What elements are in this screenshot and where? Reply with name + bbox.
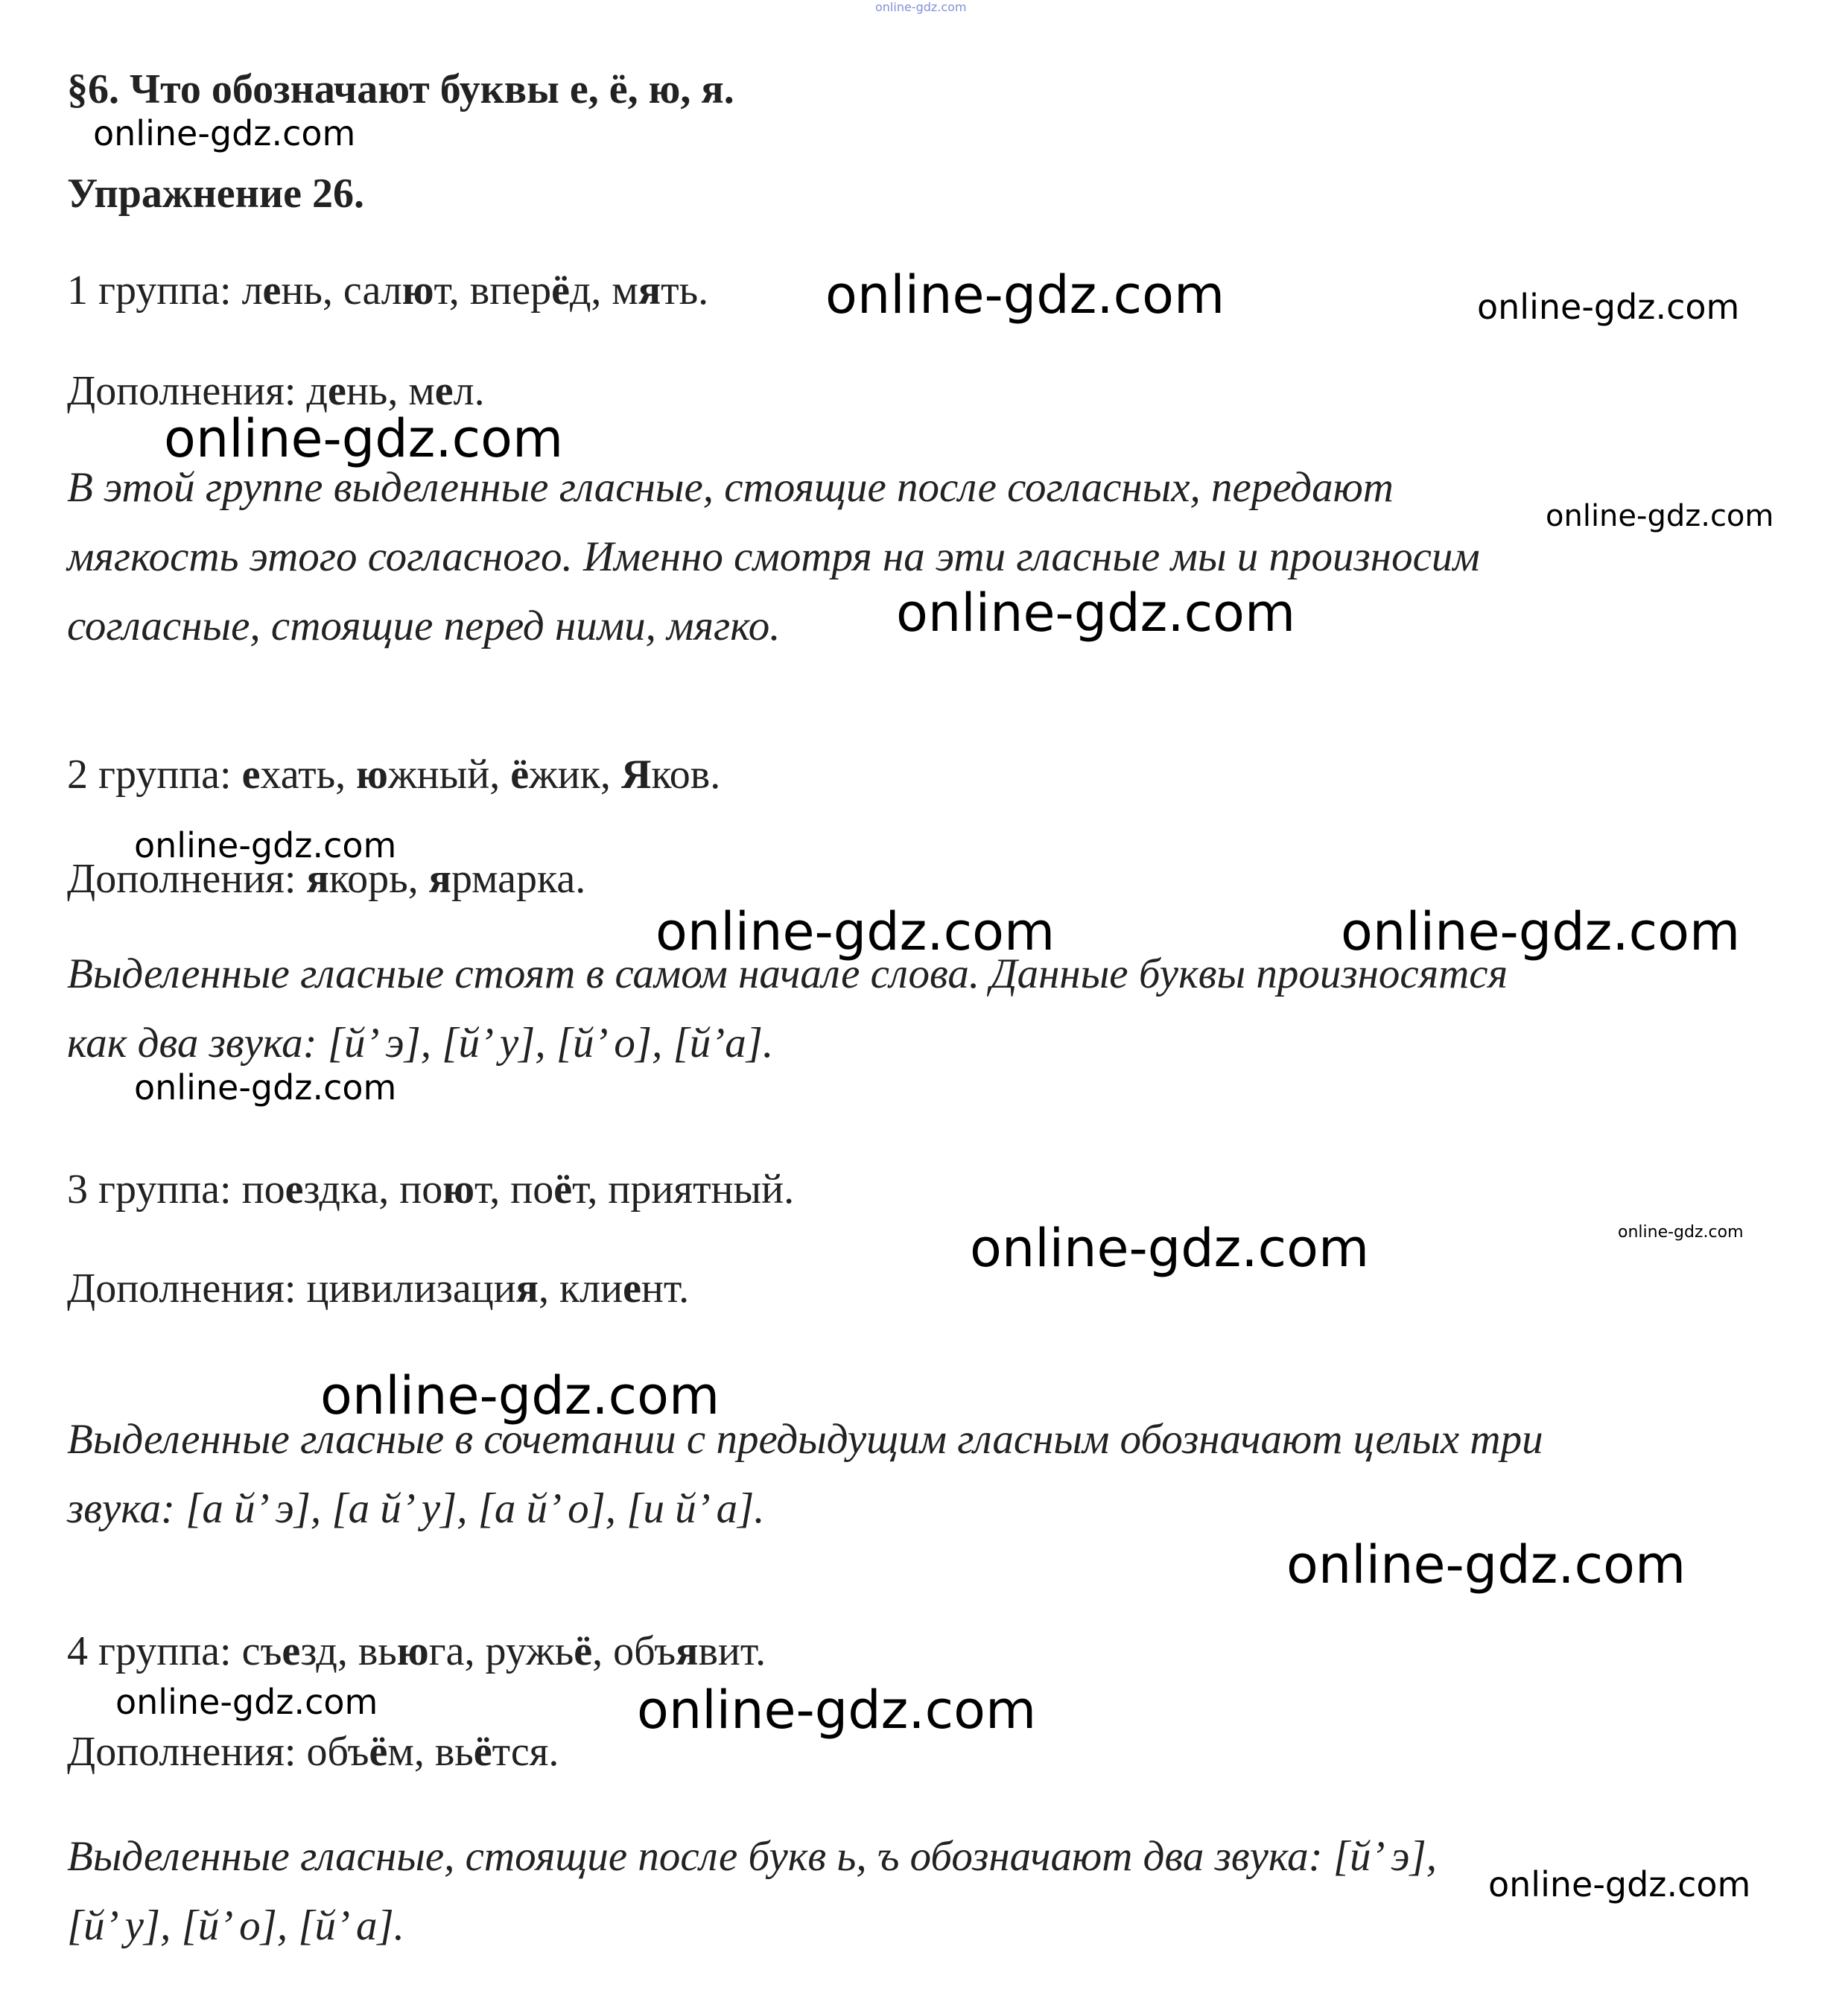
- text-segment: здка, по: [303, 1166, 443, 1213]
- watermark: online-gdz.com: [134, 825, 397, 865]
- text-segment: 2 группа:: [67, 752, 242, 798]
- group-4-explanation-line-2: [й’ у], [й’ о], [й’ а].: [67, 1902, 404, 1949]
- watermark: online-gdz.com: [320, 1365, 720, 1426]
- watermark: online-gdz.com: [896, 582, 1296, 644]
- text-segment: тся.: [492, 1729, 559, 1775]
- text-segment: д, м: [569, 267, 638, 314]
- watermark: online-gdz.com: [134, 1067, 397, 1108]
- highlighted-letter: е: [434, 368, 454, 414]
- text-segment: вит.: [698, 1628, 766, 1674]
- watermark: online-gdz.com: [970, 1218, 1370, 1279]
- watermark: online-gdz.com: [1286, 1534, 1686, 1595]
- highlighted-letter: я: [428, 856, 451, 902]
- watermark: online-gdz.com: [825, 264, 1225, 325]
- text-segment: л.: [453, 368, 485, 414]
- text-segment: л: [241, 267, 263, 314]
- text-segment: ть.: [661, 267, 709, 314]
- text-segment: Дополнения: д: [67, 368, 328, 414]
- highlighted-letter: я: [515, 1265, 539, 1312]
- highlighted-letter: ё: [553, 1166, 573, 1213]
- watermark: online-gdz.com: [1618, 1223, 1744, 1242]
- highlighted-letter: ё: [574, 1628, 593, 1674]
- text-segment: га, ружь: [428, 1628, 574, 1674]
- text-segment: корь,: [328, 856, 429, 902]
- highlighted-letter: ю: [401, 267, 434, 314]
- text-segment: ков.: [651, 752, 721, 798]
- watermark: online-gdz.com: [164, 408, 564, 469]
- watermark: online-gdz.com: [115, 1682, 378, 1722]
- highlighted-letter: Я: [620, 752, 652, 798]
- watermark: online-gdz.com: [93, 113, 356, 153]
- highlighted-letter: ё: [551, 267, 570, 314]
- group-2-words: [67, 751, 720, 798]
- group-1-words: [67, 267, 708, 314]
- text-segment: , объ: [592, 1628, 676, 1674]
- text-segment: жик,: [529, 752, 621, 798]
- text-segment: т, по: [474, 1166, 554, 1213]
- highlighted-letter: е: [285, 1166, 304, 1213]
- watermark: online-gdz.com: [1546, 499, 1774, 533]
- text-segment: нь, сал: [281, 267, 402, 314]
- group-4-explanation-line-1: Выделенные гласные, стоящие после букв ь, ъ обозначают два звука: [й’ э],: [67, 1833, 1438, 1880]
- watermark: online-gdz.com: [875, 0, 967, 14]
- group-2-explanation-line-2: как два звука: [й’ э], [й’ у], [й’ о], [й’а].: [67, 1020, 774, 1067]
- group-2-explanation-line-1: Выделенные гласные стоят в самом начале слова. Данные буквы произносятся: [67, 950, 1508, 997]
- text-segment: жный,: [387, 752, 511, 798]
- group-3-explanation-line-1: Выделенные гласные в сочетании с предыдущим гласным обозначают целых три: [67, 1416, 1543, 1463]
- text-segment: 4 группа:: [67, 1628, 242, 1674]
- text-segment: нт.: [641, 1265, 690, 1312]
- text-segment: съ: [241, 1628, 282, 1674]
- highlighted-letter: е: [623, 1265, 641, 1312]
- watermark: online-gdz.com: [637, 1680, 1037, 1741]
- text-segment: , кли: [538, 1265, 623, 1312]
- text-segment: хать,: [260, 752, 357, 798]
- group-4-words: [67, 1627, 766, 1675]
- highlighted-letter: я: [638, 267, 661, 314]
- text-segment: т, впер: [434, 267, 552, 314]
- text-segment: 3 группа:: [67, 1166, 242, 1213]
- group-4-additions: [67, 1728, 559, 1776]
- highlighted-letter: е: [241, 752, 261, 798]
- exercise-title: Упражнение 26.: [67, 171, 365, 217]
- group-1-explanation-line-1: В этой группе выделенные гласные, стоящие после согласных, передают: [67, 464, 1394, 511]
- text-segment: рмарка.: [451, 856, 586, 902]
- group-3-words: [67, 1166, 794, 1213]
- highlighted-letter: я: [306, 856, 329, 902]
- watermark: online-gdz.com: [1488, 1864, 1751, 1904]
- watermark: online-gdz.com: [1341, 901, 1741, 962]
- highlighted-letter: ю: [396, 1628, 429, 1674]
- group-1-explanation-line-2: мягкость этого согласного. Именно смотря на эти гласные мы и произносим: [67, 533, 1480, 580]
- watermark: online-gdz.com: [655, 901, 1055, 962]
- text-segment: нь, м: [346, 368, 435, 414]
- group-1-explanation-line-3: согласные, стоящие перед ними, мягко.: [67, 603, 781, 649]
- highlighted-letter: ю: [356, 752, 388, 798]
- text-segment: Дополнения: объ: [67, 1729, 369, 1775]
- text-segment: т, приятный.: [572, 1166, 795, 1213]
- group-3-additions: [67, 1265, 689, 1312]
- highlighted-letter: ю: [442, 1166, 475, 1213]
- text-segment: зд, вь: [300, 1628, 397, 1674]
- text-segment: Дополнения: цивилизаци: [67, 1265, 516, 1312]
- text-segment: м, вь: [387, 1729, 474, 1775]
- text-segment: Дополнения:: [67, 856, 307, 902]
- group-3-explanation-line-2: звука: [а й’ э], [а й’ у], [а й’ о], [и й’ а].: [67, 1485, 765, 1532]
- highlighted-letter: я: [676, 1628, 699, 1674]
- highlighted-letter: е: [282, 1628, 301, 1674]
- section-title: §6. Что обозначают буквы е, ё, ю, я.: [67, 66, 734, 112]
- highlighted-letter: ё: [510, 752, 530, 798]
- highlighted-letter: ё: [473, 1729, 492, 1775]
- highlighted-letter: е: [262, 267, 282, 314]
- highlighted-letter: ё: [369, 1729, 388, 1775]
- text-segment: 1 группа:: [67, 267, 242, 314]
- highlighted-letter: е: [327, 368, 346, 414]
- text-segment: по: [241, 1166, 285, 1213]
- watermark: online-gdz.com: [1477, 287, 1740, 327]
